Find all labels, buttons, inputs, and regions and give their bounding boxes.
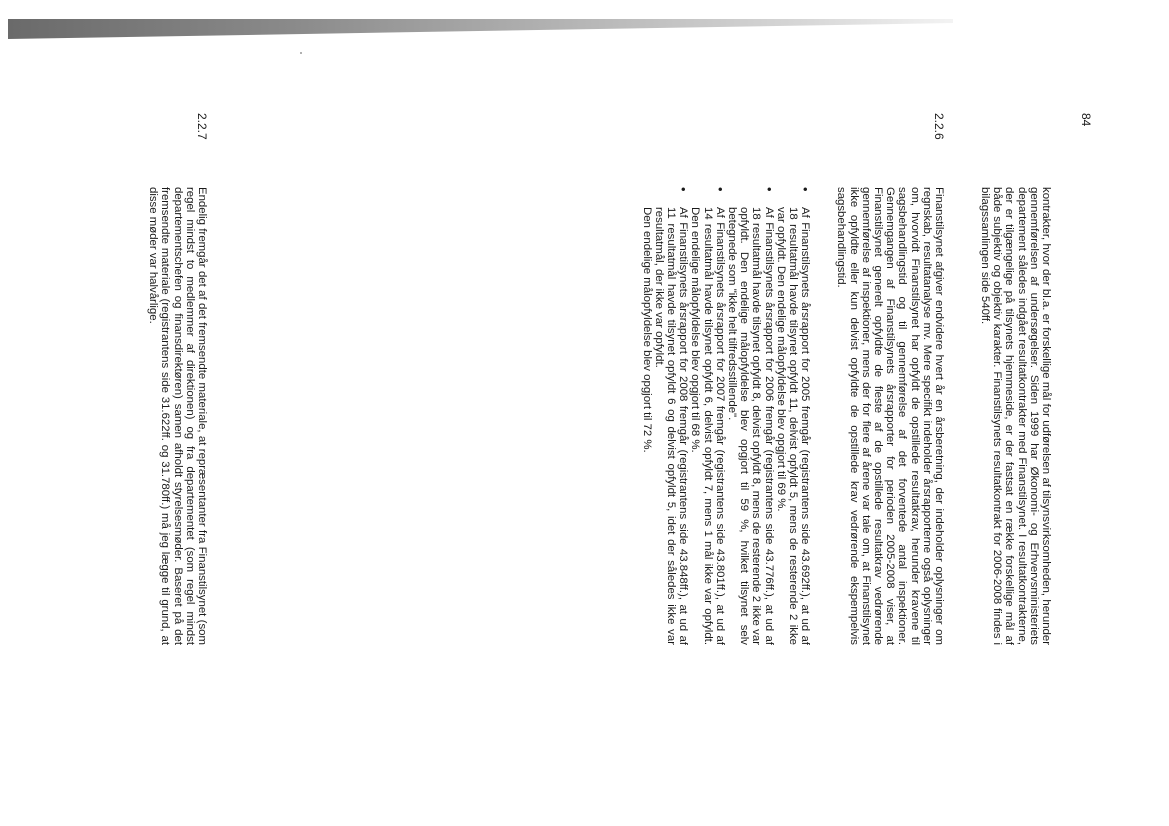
intro-paragraph-text: kontrakter, hvor der bl.a. er forskellige mål for udførelsen af tilsynsvirksomheden, herunder gennemførelsen af undersøgelser. Siden 1999 har Økonomi- og Erhvervsministeriets departement således indgået resultatkontrakter med Finanstilsynet. I resultatkontrakterne, der er tilgængelige på tilsynets hjemmeside, er der fastsat en række forskellige mål af både subjektiv og objektiv karakter. Finanstilsynets resultatkontrakt for 2006-2008 findes i bilagssamlingen side 540ff. [978, 187, 1052, 645]
section-2-2-7-paragraph: Endelig fremgår det af det fremsendte materiale, at repræsentanter fra Finanstilsynet (som regel mindst to medlemmer af direktionen) og fra departementet (som regel mindst departementschefen og finansdirektøren) samen afholdt styrelsesmøder. Baseret på det fremsendte materiale (registrantens side 31.622ff. og 31.780ff.) må jeg lægge til grund, at disse møder var halvårlige. [147, 187, 208, 645]
section-2-2-7 [147, 187, 208, 645]
section-2-2-6 [640, 187, 945, 645]
bullet-2007: • Af Finanstilsynets årsrapport for 2007 fremgår (registrantens side 43.801ff.), at ud af 14 resultatmål havde tilsynet opfyldt 6, delvist opfyldt 7, mens 1 mål ikke var opfyldt. Den endelige målopfyldelse blev opgjort til 68 %. [689, 187, 726, 645]
results-bullet-list [653, 187, 812, 645]
section-number-2-2-6: 2.2.6 [932, 113, 946, 140]
intro-paragraph [979, 187, 1052, 645]
bullet-continuation: Den endelige målopfyldelse blev opgjort til 72 %. [640, 207, 653, 453]
rotated-document-page [147, 45, 1110, 805]
page-number: 84 [1079, 113, 1093, 127]
section-2-2-6-paragraph: Finanstilsynet afgiver endvidere hvert år en årsberetning, der indeholder oplysninger om regnskab, resultatanalyse mv. Mere specifikt indeholder årsrapporterne også oplysninger om, hvorvidt Finanstilsynet har opfyldt de opstillede resultatkrav, herunder kravene til sagsbehandlingstid og til gennemførelse af det forventede antal inspektioner. Gennemgangen af Finanstilsynets årsrapporter for perioden 2005-2008 viser, at Finanstilsynet generelt opfyldte de fleste af de opstillede resultatkrav vedrørende gennemførelse af inspektioner, mens der for flere af årene var tale om, at Finanstilsynet ikke opfyldte eller kun delvist opfyldte de opstillede krav vedrørende ekspempelvis sagsbehandlingstid. [835, 187, 945, 645]
section-number-2-2-7: 2.2.7 [195, 113, 209, 140]
bullet-2008: • Af Finanstilsynets årsrapport for 2008 fremgår (registrantens side 43.848ff.), at ud af 11 resultatmål havde tilsynet opfyldt 6 og delvist opfyldt 5, idet der således ikke var resultatmål, der ikke var opfyldt. [653, 187, 690, 645]
bullet-2006: • Af Finanstilsynets årsrapport for 2006 fremgår (registrantens side 43.776ff.), at ud af 18 resultatmål havde tilsynet opfyldt 8, delvist opfyldt 8, mens de resterende 2 ikke var opfyldt. Den endelige målopfyldelse blev opgjort til 59 %, hvilket tilsynet selv betegnede som "ikke helt tilfredsstillende". [726, 187, 775, 645]
bullet-2005: • Af Finanstilsynets årsrapport for 2005 fremgår (registrantens side 43.692ff.), at ud af 18 resultatmål havde tilsynet opfyldt 11, delvist opfyldt 5, mens de resterende 2 ikke var opfyldt. Den endelige målopfyldelse blev opgjort til 69 %. [775, 187, 812, 645]
scanner-edge-shadow [8, 19, 953, 39]
